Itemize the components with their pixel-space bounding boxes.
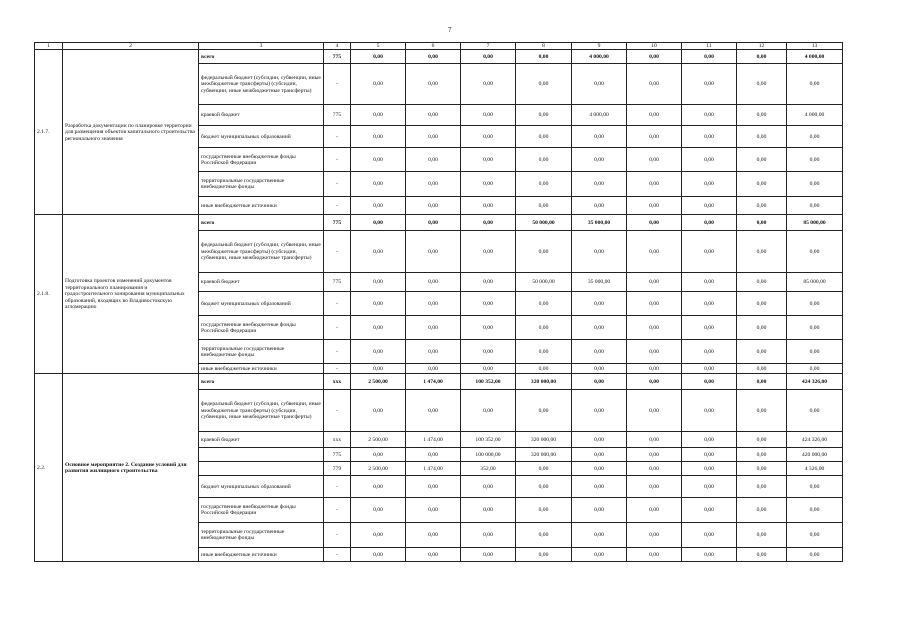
ministry-code: - — [324, 340, 351, 364]
amount-cell: 0,00 — [682, 197, 737, 215]
amount-cell: 0,00 — [627, 316, 682, 340]
amount-cell: 0,00 — [737, 340, 787, 364]
amount-cell: 0,00 — [682, 273, 737, 292]
amount-cell: 0,00 — [572, 390, 627, 432]
column-header: 4 — [324, 43, 351, 50]
amount-cell: 0,00 — [572, 462, 627, 476]
amount-cell: 0,00 — [737, 364, 787, 374]
amount-cell: 0,00 — [737, 148, 787, 172]
amount-cell: 0,00 — [682, 523, 737, 548]
amount-cell: 0,00 — [572, 374, 627, 390]
amount-cell: 0,00 — [682, 105, 737, 126]
funding-source: всего — [199, 215, 324, 231]
amount-cell: 0,00 — [572, 231, 627, 273]
amount-cell: 0,00 — [351, 231, 406, 273]
column-header: 12 — [737, 43, 787, 50]
amount-cell: 0,00 — [351, 523, 406, 548]
column-header: 7 — [461, 43, 516, 50]
amount-cell: 0,00 — [627, 364, 682, 374]
funding-source: краевой бюджет — [199, 273, 324, 292]
amount-cell: 0,00 — [787, 548, 843, 562]
ministry-code: - — [324, 364, 351, 374]
amount-cell: 0,00 — [351, 390, 406, 432]
amount-cell: 0,00 — [787, 148, 843, 172]
ministry-code: - — [324, 523, 351, 548]
amount-cell: 0,00 — [406, 292, 461, 316]
amount-cell: 0,00 — [461, 126, 516, 148]
column-header: 13 — [787, 43, 843, 50]
amount-cell: 0,00 — [351, 273, 406, 292]
ministry-code: 775 — [324, 215, 351, 231]
amount-cell: 0,00 — [787, 197, 843, 215]
amount-cell: 320 000,00 — [516, 432, 572, 448]
funding-source: иные внебюджетные источники — [199, 364, 324, 374]
amount-cell: 0,00 — [351, 548, 406, 562]
amount-cell: 0,00 — [351, 340, 406, 364]
amount-cell: 0,00 — [737, 316, 787, 340]
page-number: 7 — [448, 26, 452, 34]
amount-cell: 35 000,00 — [572, 215, 627, 231]
amount-cell: 0,00 — [351, 364, 406, 374]
amount-cell: 0,00 — [351, 292, 406, 316]
amount-cell: 4 000,00 — [787, 50, 843, 64]
amount-cell: 0,00 — [406, 273, 461, 292]
amount-cell: 0,00 — [516, 523, 572, 548]
amount-cell: 0,00 — [737, 50, 787, 64]
funding-source: территориальные государственные внебюджетные фонды — [199, 523, 324, 548]
ministry-code: ххх — [324, 374, 351, 390]
amount-cell: 0,00 — [516, 476, 572, 498]
amount-cell: 0,00 — [516, 316, 572, 340]
funding-source — [199, 462, 324, 476]
amount-cell: 0,00 — [682, 215, 737, 231]
amount-cell: 0,00 — [682, 64, 737, 105]
amount-cell: 0,00 — [406, 548, 461, 562]
amount-cell: 0,00 — [627, 50, 682, 64]
amount-cell: 0,00 — [787, 523, 843, 548]
amount-cell: 320 000,00 — [516, 374, 572, 390]
amount-cell: 1 474,00 — [406, 374, 461, 390]
ministry-code: - — [324, 231, 351, 273]
amount-cell: 0,00 — [682, 476, 737, 498]
amount-cell: 0,00 — [351, 448, 406, 462]
amount-cell: 352,00 — [461, 462, 516, 476]
amount-cell: 0,00 — [627, 215, 682, 231]
amount-cell: 0,00 — [627, 548, 682, 562]
amount-cell: 0,00 — [406, 523, 461, 548]
amount-cell: 0,00 — [516, 390, 572, 432]
amount-cell: 0,00 — [737, 126, 787, 148]
amount-cell: 0,00 — [406, 172, 461, 197]
amount-cell: 0,00 — [682, 448, 737, 462]
funding-source: бюджет муниципальных образований — [199, 126, 324, 148]
funding-source: краевой бюджет — [199, 105, 324, 126]
column-header: 10 — [627, 43, 682, 50]
amount-cell: 0,00 — [406, 316, 461, 340]
budget-table — [34, 42, 843, 562]
amount-cell: 0,00 — [737, 462, 787, 476]
amount-cell: 420 000,00 — [787, 448, 843, 462]
funding-source: федеральный бюджет (субсидии, субвенции, иные межбюджетные трансферты) (субсидии, субвенции, иные межбюджетные трансферты) — [199, 231, 324, 273]
amount-cell: 0,00 — [737, 292, 787, 316]
amount-cell: 0,00 — [572, 476, 627, 498]
amount-cell: 0,00 — [572, 197, 627, 215]
amount-cell: 0,00 — [461, 340, 516, 364]
amount-cell: 0,00 — [737, 64, 787, 105]
amount-cell: 0,00 — [406, 364, 461, 374]
amount-cell: 0,00 — [516, 548, 572, 562]
amount-cell: 0,00 — [737, 498, 787, 523]
amount-cell: 0,00 — [461, 390, 516, 432]
ministry-code: - — [324, 64, 351, 105]
funding-source: бюджет муниципальных образований — [199, 292, 324, 316]
amount-cell: 0,00 — [461, 548, 516, 562]
ministry-code: 775 — [324, 448, 351, 462]
amount-cell: 0,00 — [627, 231, 682, 273]
amount-cell: 0,00 — [461, 273, 516, 292]
amount-cell: 0,00 — [787, 364, 843, 374]
amount-cell: 0,00 — [516, 364, 572, 374]
funding-source — [199, 448, 324, 462]
amount-cell: 0,00 — [461, 498, 516, 523]
amount-cell: 4 000,00 — [572, 105, 627, 126]
amount-cell: 0,00 — [461, 316, 516, 340]
amount-cell: 0,00 — [351, 105, 406, 126]
amount-cell: 0,00 — [461, 148, 516, 172]
amount-cell: 0,00 — [406, 64, 461, 105]
amount-cell: 0,00 — [406, 105, 461, 126]
amount-cell: 85 000,00 — [787, 273, 843, 292]
amount-cell: 0,00 — [406, 476, 461, 498]
amount-cell: 0,00 — [682, 231, 737, 273]
amount-cell: 0,00 — [572, 172, 627, 197]
section-title: Разработка документации по планировке территории для размещения объектов капитального строительства регионального значения — [63, 50, 199, 215]
amount-cell: 0,00 — [682, 462, 737, 476]
section-code: 2.1.7. — [35, 50, 63, 215]
amount-cell: 0,00 — [682, 172, 737, 197]
ministry-code: - — [324, 476, 351, 498]
amount-cell: 0,00 — [737, 432, 787, 448]
amount-cell: 0,00 — [461, 105, 516, 126]
ministry-code: - — [324, 197, 351, 215]
amount-cell: 0,00 — [737, 197, 787, 215]
amount-cell: 0,00 — [627, 292, 682, 316]
amount-cell: 0,00 — [682, 374, 737, 390]
amount-cell: 0,00 — [516, 197, 572, 215]
table-row — [35, 50, 843, 64]
amount-cell: 0,00 — [627, 105, 682, 126]
amount-cell: 0,00 — [787, 316, 843, 340]
amount-cell: 0,00 — [737, 448, 787, 462]
funding-source: территориальные государственные внебюджетные фонды — [199, 172, 324, 197]
amount-cell: 0,00 — [516, 64, 572, 105]
column-header: 8 — [516, 43, 572, 50]
amount-cell: 0,00 — [351, 126, 406, 148]
amount-cell: 0,00 — [351, 476, 406, 498]
amount-cell: 0,00 — [461, 50, 516, 64]
amount-cell: 0,00 — [572, 340, 627, 364]
amount-cell: 0,00 — [787, 498, 843, 523]
section-title: Подготовка проектов изменений документов территориального планирования и градостроительного зонирования муниципальных образований, входящих во Владивостокскую агломерацию — [63, 215, 199, 374]
amount-cell: 1 474,00 — [406, 462, 461, 476]
column-header: 2 — [63, 43, 199, 50]
amount-cell: 0,00 — [406, 340, 461, 364]
amount-cell: 0,00 — [787, 64, 843, 105]
amount-cell: 0,00 — [682, 292, 737, 316]
amount-cell: 0,00 — [516, 50, 572, 64]
amount-cell: 0,00 — [787, 231, 843, 273]
amount-cell: 0,00 — [737, 374, 787, 390]
amount-cell: 0,00 — [406, 126, 461, 148]
funding-source: территориальные государственные внебюджетные фонды — [199, 340, 324, 364]
amount-cell: 320 000,00 — [516, 448, 572, 462]
section-code: 2.2. — [35, 374, 63, 562]
ministry-code: 775 — [324, 273, 351, 292]
amount-cell: 0,00 — [406, 197, 461, 215]
funding-source: краевой бюджет — [199, 432, 324, 448]
amount-cell: 0,00 — [682, 390, 737, 432]
amount-cell: 424 326,00 — [787, 432, 843, 448]
amount-cell: 0,00 — [682, 50, 737, 64]
amount-cell: 0,00 — [572, 498, 627, 523]
amount-cell: 0,00 — [461, 172, 516, 197]
amount-cell: 0,00 — [737, 231, 787, 273]
funding-source: всего — [199, 374, 324, 390]
amount-cell: 0,00 — [406, 50, 461, 64]
ministry-code: 775 — [324, 50, 351, 64]
amount-cell: 0,00 — [572, 364, 627, 374]
column-header: 5 — [351, 43, 406, 50]
column-number-row — [35, 43, 843, 50]
amount-cell: 0,00 — [627, 374, 682, 390]
amount-cell: 0,00 — [627, 64, 682, 105]
amount-cell: 0,00 — [682, 548, 737, 562]
amount-cell: 4 000,00 — [572, 50, 627, 64]
amount-cell: 0,00 — [516, 292, 572, 316]
amount-cell: 35 000,00 — [572, 273, 627, 292]
amount-cell: 0,00 — [627, 476, 682, 498]
funding-source: государственные внебюджетные фонды Российской Федерации — [199, 148, 324, 172]
amount-cell: 0,00 — [787, 340, 843, 364]
amount-cell: 0,00 — [572, 548, 627, 562]
table-row — [35, 374, 843, 390]
amount-cell: 0,00 — [351, 172, 406, 197]
amount-cell: 0,00 — [682, 316, 737, 340]
amount-cell: 0,00 — [627, 340, 682, 364]
amount-cell: 0,00 — [461, 292, 516, 316]
amount-cell: 0,00 — [461, 523, 516, 548]
amount-cell: 0,00 — [627, 197, 682, 215]
amount-cell: 0,00 — [682, 498, 737, 523]
amount-cell: 0,00 — [627, 273, 682, 292]
amount-cell: 0,00 — [572, 448, 627, 462]
section-title: Основное мероприятие 2. Создание условий для развития жилищного строительства — [63, 374, 199, 562]
ministry-code: - — [324, 172, 351, 197]
amount-cell: 0,00 — [406, 498, 461, 523]
amount-cell: 0,00 — [787, 476, 843, 498]
amount-cell: 0,00 — [351, 197, 406, 215]
amount-cell: 0,00 — [516, 498, 572, 523]
funding-source: иные внебюджетные источники — [199, 197, 324, 215]
amount-cell: 0,00 — [627, 448, 682, 462]
amount-cell: 0,00 — [627, 498, 682, 523]
amount-cell: 0,00 — [461, 231, 516, 273]
amount-cell: 0,00 — [461, 215, 516, 231]
ministry-code: 779 — [324, 462, 351, 476]
amount-cell: 0,00 — [351, 498, 406, 523]
ministry-code: - — [324, 498, 351, 523]
funding-source: иные внебюджетные источники — [199, 548, 324, 562]
amount-cell: 0,00 — [516, 105, 572, 126]
amount-cell: 4 326,00 — [787, 462, 843, 476]
amount-cell: 0,00 — [516, 340, 572, 364]
amount-cell: 0,00 — [406, 215, 461, 231]
section-code: 2.1.8. — [35, 215, 63, 374]
amount-cell: 50 000,00 — [516, 273, 572, 292]
amount-cell: 0,00 — [572, 523, 627, 548]
amount-cell: 100 000,00 — [461, 448, 516, 462]
funding-source: всего — [199, 50, 324, 64]
amount-cell: 0,00 — [406, 148, 461, 172]
amount-cell: 0,00 — [627, 523, 682, 548]
amount-cell: 0,00 — [682, 364, 737, 374]
amount-cell: 0,00 — [627, 172, 682, 197]
amount-cell: 0,00 — [351, 316, 406, 340]
amount-cell: 0,00 — [737, 273, 787, 292]
amount-cell: 2 500,00 — [351, 374, 406, 390]
amount-cell: 0,00 — [787, 390, 843, 432]
amount-cell: 0,00 — [406, 390, 461, 432]
amount-cell: 1 474,00 — [406, 432, 461, 448]
amount-cell: 0,00 — [737, 476, 787, 498]
funding-source: федеральный бюджет (субсидии, субвенции, иные межбюджетные трансферты) (субсидии, субвенции, иные межбюджетные трансферты) — [199, 390, 324, 432]
amount-cell: 0,00 — [461, 476, 516, 498]
amount-cell: 0,00 — [572, 432, 627, 448]
amount-cell: 0,00 — [627, 148, 682, 172]
amount-cell: 0,00 — [516, 231, 572, 273]
amount-cell: 100 352,00 — [461, 432, 516, 448]
ministry-code: - — [324, 548, 351, 562]
amount-cell: 0,00 — [351, 215, 406, 231]
funding-source: государственные внебюджетные фонды Российской Федерации — [199, 316, 324, 340]
amount-cell: 0,00 — [737, 172, 787, 197]
amount-cell: 0,00 — [682, 126, 737, 148]
amount-cell: 0,00 — [572, 126, 627, 148]
funding-source: государственные внебюджетные фонды Российской Федерации — [199, 498, 324, 523]
column-header: 1 — [35, 43, 63, 50]
amount-cell: 0,00 — [461, 197, 516, 215]
amount-cell: 0,00 — [461, 64, 516, 105]
amount-cell: 2 500,00 — [351, 432, 406, 448]
funding-source: бюджет муниципальных образований — [199, 476, 324, 498]
ministry-code: ххх — [324, 432, 351, 448]
column-header: 6 — [406, 43, 461, 50]
amount-cell: 0,00 — [627, 126, 682, 148]
amount-cell: 0,00 — [351, 50, 406, 64]
amount-cell: 100 352,00 — [461, 374, 516, 390]
amount-cell: 424 326,00 — [787, 374, 843, 390]
amount-cell: 0,00 — [627, 432, 682, 448]
amount-cell: 0,00 — [351, 64, 406, 105]
funding-source: федеральный бюджет (субсидии, субвенции, иные межбюджетные трансферты) (субсидии, субвенции, иные межбюджетные трансферты) — [199, 64, 324, 105]
amount-cell: 85 000,00 — [787, 215, 843, 231]
amount-cell: 0,00 — [572, 292, 627, 316]
amount-cell: 0,00 — [516, 126, 572, 148]
amount-cell: 4 000,00 — [787, 105, 843, 126]
amount-cell: 0,00 — [627, 462, 682, 476]
column-header: 3 — [199, 43, 324, 50]
amount-cell: 0,00 — [516, 172, 572, 197]
amount-cell: 0,00 — [572, 316, 627, 340]
amount-cell: 0,00 — [406, 448, 461, 462]
amount-cell: 0,00 — [406, 231, 461, 273]
column-header: 9 — [572, 43, 627, 50]
amount-cell: 0,00 — [572, 148, 627, 172]
amount-cell: 0,00 — [787, 292, 843, 316]
amount-cell: 0,00 — [461, 364, 516, 374]
amount-cell: 0,00 — [682, 148, 737, 172]
amount-cell: 0,00 — [682, 432, 737, 448]
amount-cell: 0,00 — [516, 148, 572, 172]
amount-cell: 0,00 — [737, 523, 787, 548]
ministry-code: - — [324, 292, 351, 316]
amount-cell: 0,00 — [737, 548, 787, 562]
ministry-code: 775 — [324, 105, 351, 126]
amount-cell: 0,00 — [516, 462, 572, 476]
amount-cell: 0,00 — [737, 105, 787, 126]
amount-cell: 2 500,00 — [351, 462, 406, 476]
amount-cell: 0,00 — [737, 390, 787, 432]
table-row — [35, 215, 843, 231]
amount-cell: 0,00 — [737, 215, 787, 231]
ministry-code: - — [324, 126, 351, 148]
amount-cell: 0,00 — [627, 390, 682, 432]
amount-cell: 0,00 — [787, 172, 843, 197]
ministry-code: - — [324, 390, 351, 432]
amount-cell: 50 000,00 — [516, 215, 572, 231]
amount-cell: 0,00 — [572, 64, 627, 105]
amount-cell: 0,00 — [787, 126, 843, 148]
column-header: 11 — [682, 43, 737, 50]
amount-cell: 0,00 — [682, 340, 737, 364]
amount-cell: 0,00 — [351, 148, 406, 172]
ministry-code: - — [324, 316, 351, 340]
ministry-code: - — [324, 148, 351, 172]
